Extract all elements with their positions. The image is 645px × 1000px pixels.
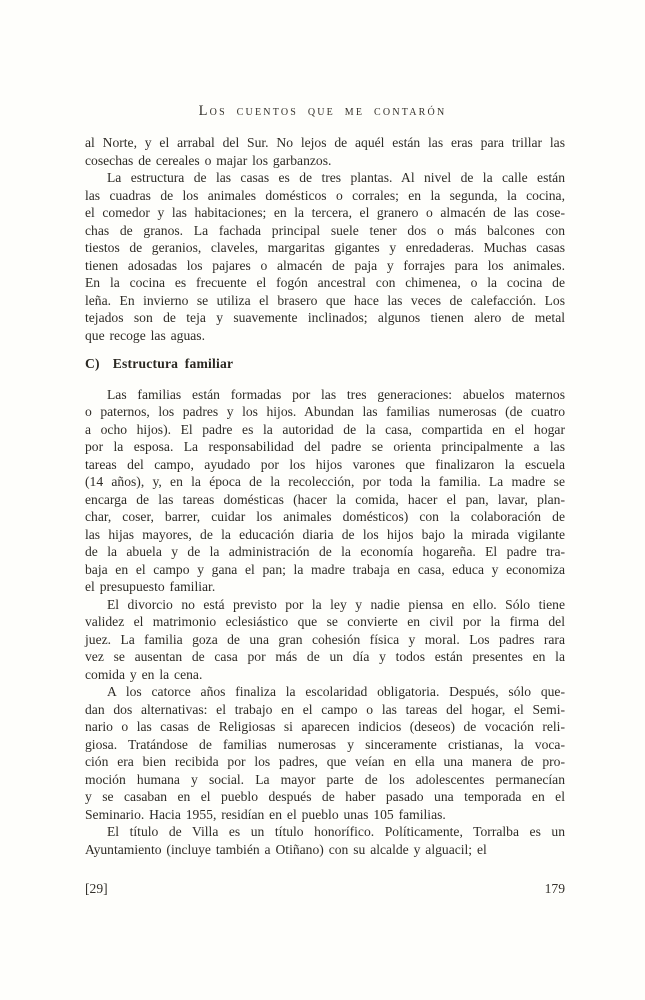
text-line: leña. En invierno se utiliza el brasero que hace las veces de calefacción. Los — [85, 292, 565, 308]
text-line: Seminario. Hacia 1955, residían en el pueblo unas 105 familias. — [85, 806, 446, 822]
page-number: 179 — [544, 881, 565, 896]
text-line: y se casaban en el pueblo después de haber pasado una temporada en el — [85, 789, 565, 804]
text-line: de la abuela y de la administración de la economía hogareña. El padre tra- — [85, 544, 565, 559]
text-line: cosechas de cereales o majar los garbanzos. — [85, 152, 332, 168]
text-line: nario o las casas de Religiosas si aparecen indicios (deseos) de vocación reli- — [85, 719, 565, 734]
text-line: En la cocina es frecuente el fogón ancestral con chimenea, o la cocina de — [85, 275, 565, 290]
text-line: las cuadras de los animales domésticos o corrales; en la segunda, la cocina, — [85, 187, 565, 203]
text-line: dan dos alternativas: el trabajo en el campo o las tareas del hogar, el Semi- — [85, 701, 565, 717]
paragraph — [85, 596, 565, 684]
text-line: (14 años), y, en la época de la recolección, por toda la familia. La madre se — [85, 474, 565, 489]
text-line: char, coser, barrer, cuidar los animales domésticos) con la colaboración de — [85, 509, 565, 524]
paragraph — [85, 683, 565, 823]
text-line: que recoge las aguas. — [85, 327, 205, 343]
text-line: por la esposa. La responsabilidad del padre se orienta principalmente a las — [85, 439, 565, 454]
text-line: comida y en la cena. — [85, 666, 203, 682]
paragraph — [85, 169, 565, 344]
text-line: vez se ausentan de casa por más de un día y todos están presentes en la — [85, 649, 565, 664]
section-heading-text: Estructura familiar — [112, 356, 234, 371]
section-heading-label: C) — [85, 356, 100, 371]
paragraph — [85, 823, 565, 858]
text-line: juez. La familia goza de una gran cohesión física y moral. Los padres rara — [85, 631, 565, 647]
text-line: tejados son de teja y suavemente inclinados; algunos tienen alero de metal — [85, 310, 565, 325]
page-body — [85, 134, 565, 858]
text-line: giosa. Tratándose de familias numerosas y sinceramente cristianas, la voca- — [85, 736, 565, 752]
text-line: encarga de las tareas domésticas (hacer la comida, hacer el pan, lavar, plan- — [85, 491, 565, 507]
text-line: validez el matrimonio eclesiástico que se convierte en civil por la firma del — [85, 614, 565, 629]
text-line: El divorcio no está previsto por la ley y nadie piensa en ello. Sólo tiene — [107, 596, 565, 612]
text-line: tareas del campo, ayudado por los hijos varones que finalizaron la escuela — [85, 456, 565, 472]
text-line: A los catorce años finaliza la escolaridad obligatoria. Después, sólo que- — [107, 684, 565, 699]
text-line: tiestos de geranios, claveles, margaritas gigantes y enredaderas. Muchas casas — [85, 240, 565, 255]
text-line: moción humana y social. La mayor parte de los adolescentes permanecían — [85, 771, 565, 787]
paragraph — [85, 134, 565, 169]
text-line: a ocho hijos). El padre es la autoridad de la casa, compartida en el hogar — [85, 421, 565, 437]
text-line: baja en el campo y gana el pan; la madre trabaja en casa, educa y economiza — [85, 561, 565, 577]
page-footer — [85, 881, 565, 897]
text-line: ción era bien recibida por los padres, que veían en ella una manera de pro- — [85, 754, 565, 769]
text-line: chas de granos. La fachada principal suele tener dos o más balcones con — [85, 222, 565, 238]
text-line: La estructura de las casas es de tres plantas. Al nivel de la calle están — [107, 170, 565, 185]
paragraph — [85, 386, 565, 596]
text-line: el comedor y las habitaciones; en la tercera, el granero o almacén de las cose- — [85, 205, 565, 220]
signature-mark: [29] — [85, 881, 108, 896]
text-line: El título de Villa es un título honorífico. Políticamente, Torralba es un — [107, 824, 565, 839]
section-heading — [85, 355, 565, 373]
text-line: el presupuesto familiar. — [85, 579, 216, 594]
running-header: Los cuentos que me contarón — [198, 103, 447, 119]
text-line: Las familias están formadas por las tres generaciones: abuelos maternos — [107, 386, 565, 402]
text-line: Ayuntamiento (incluye también a Otiñano) con su alcalde y alguacil; el — [85, 841, 487, 857]
text-line: tienen adosadas los pajares o almacén de paja y forrajes para los animales. — [85, 257, 565, 273]
text-line: al Norte, y el arrabal del Sur. No lejos de aquél están las eras para trillar las — [85, 135, 565, 150]
text-line: o paternos, los padres y los hijos. Abundan las familias numerosas (de cuatro — [85, 404, 565, 419]
text-line: las hijas mayores, de la educación diaria de los hijos bajo la mirada vigilante — [85, 526, 565, 542]
